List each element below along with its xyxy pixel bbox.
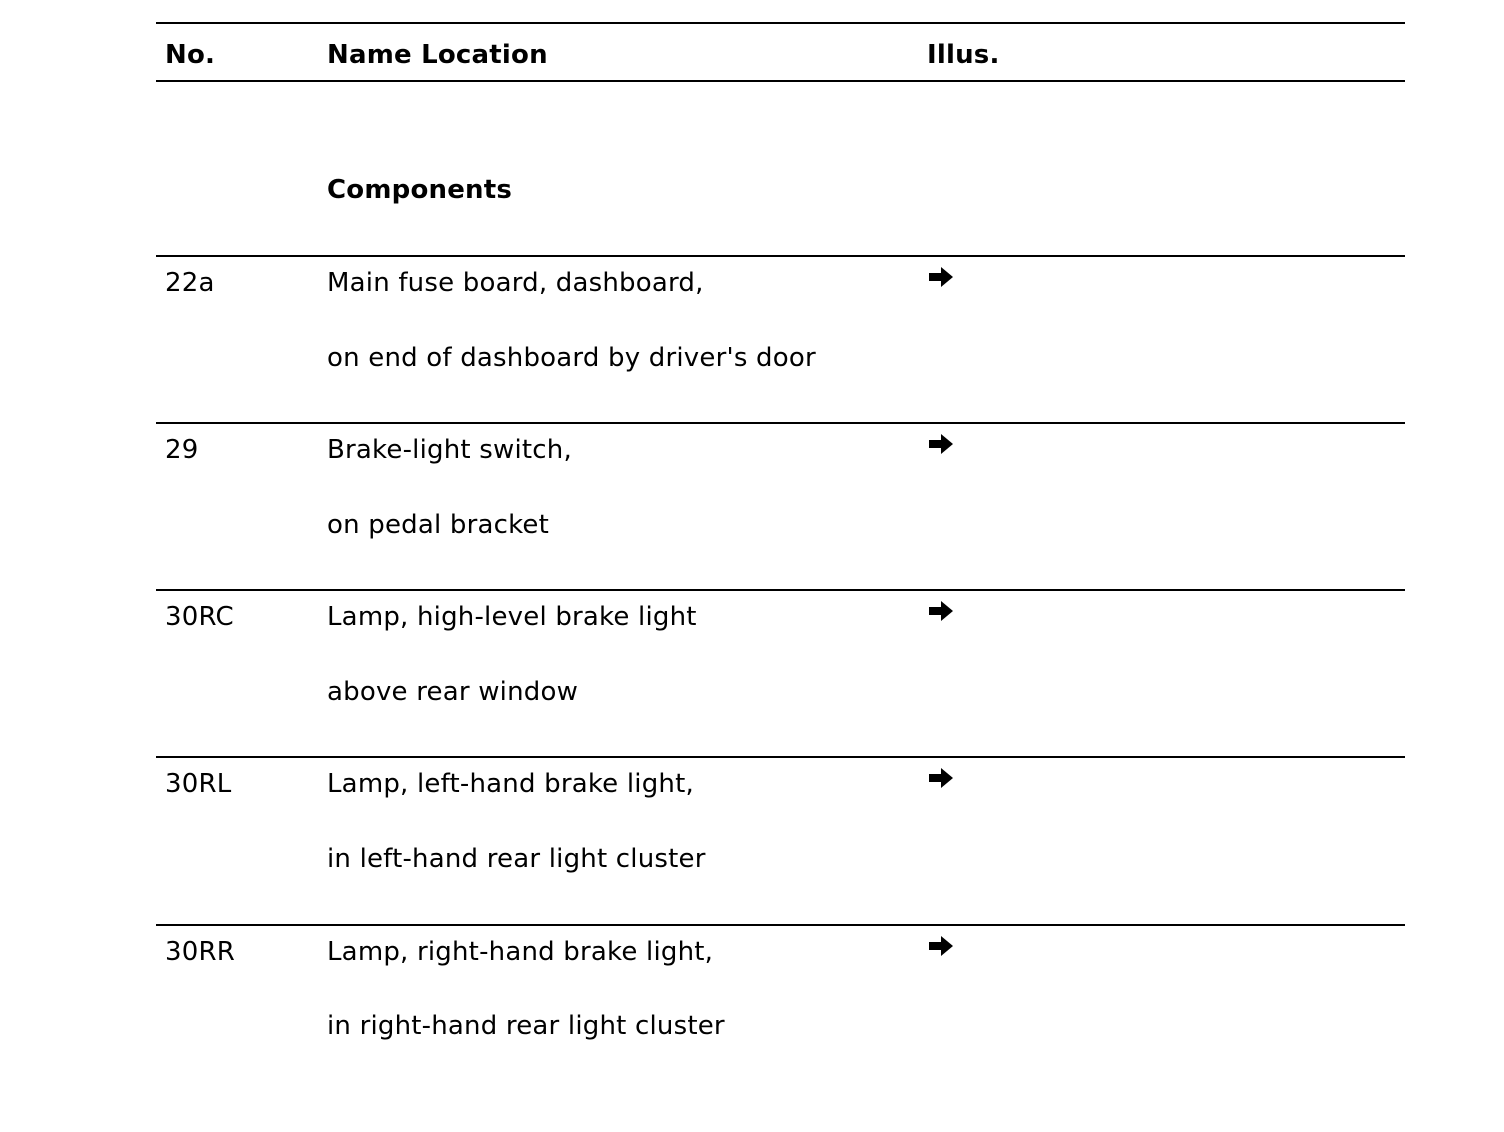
arrow-right-icon[interactable] [928,266,954,288]
arrow-right-icon[interactable] [928,600,954,622]
row-name: Lamp, high-level brake light [327,602,697,632]
row-name: Lamp, left-hand brake light, [327,769,694,799]
header-bottom-rule [156,80,1405,82]
row-divider [156,756,1405,758]
row-location: in left-hand rear light cluster [327,844,706,874]
row-divider [156,924,1405,926]
arrow-right-icon[interactable] [928,433,954,455]
row-divider [156,255,1405,257]
row-divider [156,422,1405,424]
row-name: Brake-light switch, [327,435,572,465]
header-name-location: Name Location [327,40,548,70]
arrow-right-icon[interactable] [928,935,954,957]
row-no: 30RR [165,937,236,967]
header-illus: Illus. [927,40,1000,70]
row-no: 30RC [165,602,234,632]
row-no: 29 [165,435,199,465]
row-name: Lamp, right-hand brake light, [327,937,714,967]
row-no: 22a [165,268,215,298]
row-location: on end of dashboard by driver's door [327,343,816,373]
row-location: in right-hand rear light cluster [327,1011,725,1041]
header-no: No. [165,40,216,70]
row-no: 30RL [165,769,232,799]
section-title: Components [327,175,513,205]
row-divider [156,589,1405,591]
row-location: on pedal bracket [327,510,550,540]
arrow-right-icon[interactable] [928,767,954,789]
row-name: Main fuse board, dashboard, [327,268,704,298]
row-location: above rear window [327,677,579,707]
table-top-rule [156,22,1405,24]
